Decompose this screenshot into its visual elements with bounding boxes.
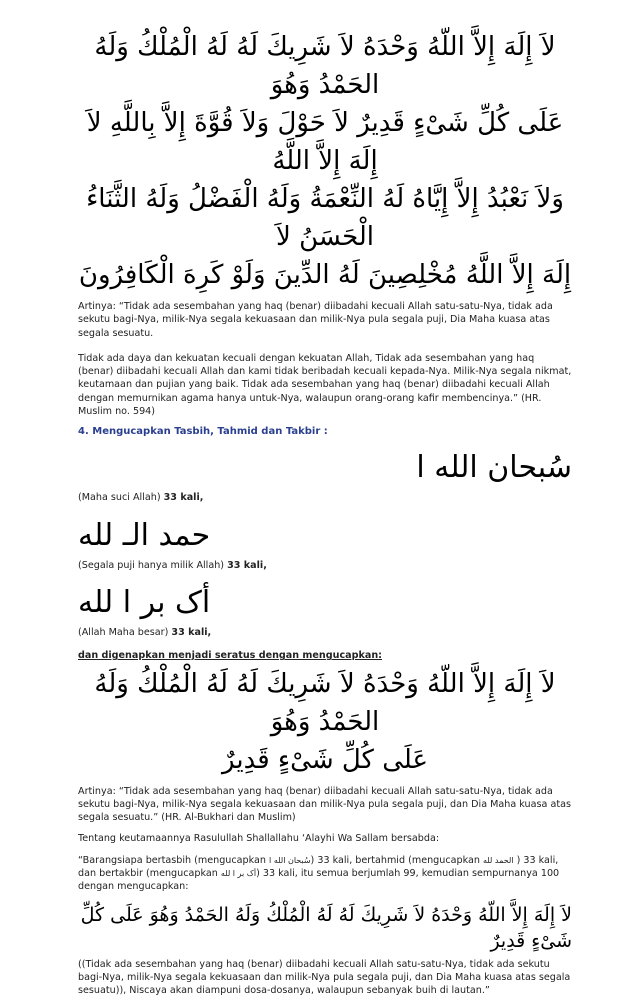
tahmid-meaning: (Segala puji hanya milik Allah) bbox=[78, 559, 228, 571]
barang-text-4: ) 33 kali, itu semua berjumlah 99, kemudian sempurnanya 100 dengan mengucapkan: bbox=[78, 868, 560, 893]
arabic-line: عَلَى كُلِّ شَىْءٍ قَدِيرٌ لاَ حَوْلَ وَلاَ قُوَّةَ إِلاَّ بِاللَّهِ لاَ إِلَهَ إِلاَّ اللَّهُ bbox=[86, 108, 564, 176]
arabic-dhikr-block-2 bbox=[78, 665, 572, 779]
translation-paragraph-2: Artinya: “Tidak ada sesembahan yang haq (benar) diibadahi kecuali Allah satu-satu-Nya, tidak ada sekutu bagi-Nya, milik-Nya segala kekuasaan dan milik-Nya pula segala puji, dan Dia Maha kuasa atas segala sesuatu.” (HR. Al-Bukhari dan Muslim) bbox=[78, 785, 571, 824]
tasbih-arabic: سُبحان الله ا bbox=[416, 450, 572, 486]
arabic-line: إِلَهَ إِلاَّ اللَّهُ مُخْلِصِينَ لَهُ الدِّينَ وَلَوْ كَرِهَ الْكَافِرُونَ bbox=[78, 260, 572, 290]
takbir-meaning: (Allah Maha besar) bbox=[78, 626, 172, 638]
tahmid-arabic: حمد الـ لله bbox=[78, 517, 211, 553]
tasbih-meaning: (Maha suci Allah) bbox=[78, 492, 164, 504]
barang-text-2: ) 33 kali, bertahmid (mengucapkan bbox=[310, 854, 483, 866]
barang-arabic-2: الحمد لله bbox=[482, 855, 514, 865]
section-heading: 4. Mengucapkan Tasbih, Tahmid dan Takbir : bbox=[78, 426, 328, 438]
barang-arabic-3: أک بر ا لله bbox=[220, 869, 257, 879]
arabic-line: عَلَى كُلِّ شَىْءٍ قَدِيرٌ bbox=[222, 744, 428, 775]
arabic-line: وَلاَ نَعْبُدُ إِلاَّ إِيَّاهُ لَهُ النِّعْمَةُ وَلَهُ الْفَضْلُ وَلَهُ الثَّنَاءُ الْحَسَنُ لاَ bbox=[86, 184, 564, 252]
barangsiapa-paragraph bbox=[78, 854, 572, 894]
takbir-arabic: أک بر ا لله bbox=[78, 584, 211, 620]
takbir-count: 33 kali, bbox=[171, 626, 212, 638]
arabic-line: لاَ إِلَهَ إِلاَّ اللّهُ وَحْدَهُ لاَ شَرِيكَ لَهُ لَهُ الْمُلْكُ وَلَهُ الحَمْدُ وَهُوَ bbox=[94, 32, 556, 100]
barang-arabic-1: سُبحان الله ا bbox=[269, 855, 311, 865]
genap-heading: dan digenapkan menjadi seratus dengan mengucapkan: bbox=[78, 650, 383, 662]
barang-text-3: ) 33 kali, dan bertakbir (mengucapkan bbox=[78, 854, 559, 880]
tentang-paragraph: Tentang keutamaannya Rasulullah Shallallahu ‘Alayhi Wa Sallam bersabda: bbox=[78, 833, 440, 845]
tasbih-caption bbox=[78, 491, 572, 504]
final-paragraph: ((Tidak ada sesembahan yang haq (benar) diibadahi kecuali Allah satu-satu-Nya, tidak ada sekutu bagi-Nya, milik-Nya segala kekuasaan dan milik-Nya pula segala puji, dan Dia Maha kuasa atas segala sesuatu)), Niscaya akan diampuni dosa-dosanya, walaupun sebanyak buih di lautan.” bbox=[78, 958, 571, 997]
arabic-dhikr-block-1 bbox=[78, 28, 572, 294]
barang-text-1: “Barangsiapa bertasbih (mengucapkan bbox=[78, 854, 270, 866]
arabic-line-3: لاَ إِلَهَ إِلاَّ اللّهُ وَحْدَهُ لاَ شَرِيكَ لَهُ لَهُ الْمُلْكُ وَلَهُ الحَمْدُ وَهُوَ عَلَى كُلِّ شَىْءٍ قَدِيرٌ bbox=[80, 903, 572, 952]
takbir-caption bbox=[78, 626, 572, 639]
explanation-paragraph: Tidak ada daya dan kekuatan kecuali dengan kekuatan Allah, Tidak ada sesembahan yang haq (benar) diibadahi kecuali Allah dan kami tidak beribadah kecuali kepada-Nya. Milik-Nya segala nikmat, keutamaan dan pujian yang baik. Tidak ada sesembahan yang haq (benar) diibadahi kecuali Allah dengan memurnikan agama hanya untuk-Nya, walaupun orang-orang kafir membencinya.” (HR. Muslim no. 594) bbox=[78, 352, 572, 418]
tahmid-caption bbox=[78, 559, 572, 572]
translation-paragraph: Artinya: “Tidak ada sesembahan yang haq (benar) diibadahi kecuali Allah satu-satu-Nya, tidak ada sekutu bagi-Nya, milik-Nya segala kekuasaan dan milik-Nya pula segala puji, Dia Maha kuasa atas segala sesuatu. bbox=[78, 301, 553, 339]
arabic-line: لاَ إِلَهَ إِلاَّ اللّهُ وَحْدَهُ لاَ شَرِيكَ لَهُ لَهُ الْمُلْكُ وَلَهُ الحَمْدُ وَهُوَ bbox=[94, 668, 556, 737]
tahmid-count: 33 kali, bbox=[227, 559, 267, 571]
tasbih-count: 33 kali, bbox=[163, 492, 204, 504]
